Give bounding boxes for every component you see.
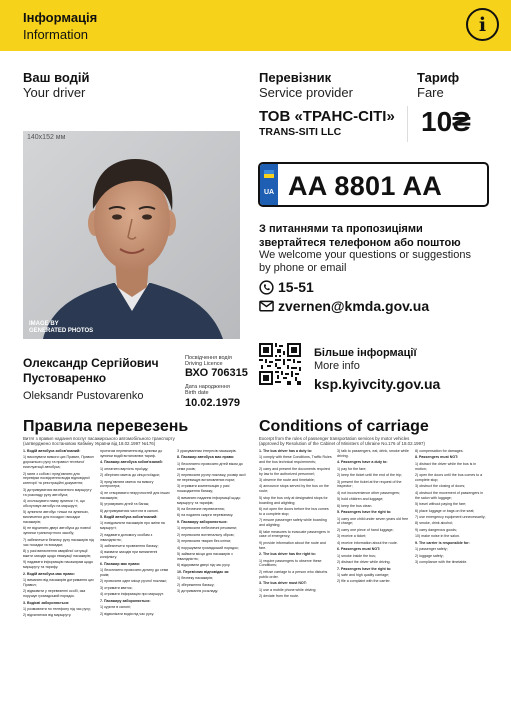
rule-paragraph: 1) виконувати вимоги цих Правил, Правил дорожнього руху та правил технічної експлуатації автобуса;	[23, 455, 94, 470]
rule-paragraph: 7. Passengers have the right to:	[337, 566, 392, 571]
rule-paragraph: 8) compensation for damages.	[415, 449, 464, 453]
rule-paragraph: 9) provide information about the route and fare.	[259, 540, 326, 550]
photo-watermark: IMAGE BY GENERATED PHOTOS	[29, 321, 94, 334]
driver-name-line2: Пустоваренко	[23, 371, 107, 385]
rule-paragraph: 1) pay for the fare;	[337, 466, 367, 471]
rules-subtitle-en-2: (approved by Resolution of the Cabinet of Ministers of Ukraine No.176 of 18.02.1997)	[259, 441, 425, 446]
rule-paragraph: 3) отримати квиток;	[100, 585, 133, 590]
rule-paragraph: 4) оголошувати назву зупинки і ті, що обслуговує автобус на маршруті;	[23, 498, 85, 508]
phone-icon	[259, 280, 274, 295]
mail-icon	[259, 300, 274, 312]
rule-paragraph: 3) пред'являти квиток на вимогу контролера;	[100, 479, 154, 489]
birth-label-uk: Дата народження	[185, 384, 230, 390]
rules-title-en: Conditions of carriage	[259, 418, 429, 435]
rule-paragraph: 3. The bus driver must NOT:	[259, 581, 307, 586]
contact-phone[interactable]	[259, 279, 314, 295]
rule-paragraph: 5) утримувати дітей та багаж;	[100, 502, 150, 507]
carrier-name-uk: ТОВ «ТРАНС-СІТІ»	[259, 108, 395, 125]
license-plate	[258, 162, 489, 207]
rules-subtitle-uk-2: (затверджено постановою Кабміну України від 18.02.1997 №176)	[23, 441, 156, 446]
rule-paragraph: 2. The bus driver has the right to:	[259, 552, 316, 557]
rule-paragraph: 6) not open the doors before the bus comes to a complete stop;	[259, 507, 329, 516]
driver-name-line1: Олександр Сергійович	[23, 356, 159, 370]
rule-paragraph: 3) забезпечити провезення багажу;	[100, 544, 159, 549]
rule-paragraph: 1) comply with these Conditions, Traffic Rules and the bus technical requirements;	[259, 455, 332, 465]
rule-paragraph: 4. Пасажир автобуса зобов'язаний:	[100, 460, 163, 465]
rule-paragraph: 8) smoke, drink alcohol;	[415, 521, 453, 526]
rule-paragraph: 1) розмовляти по телефону під час руху;	[23, 606, 91, 611]
rules-title-uk: Правила перевезень	[23, 418, 189, 435]
rule-paragraph: 1) безпеку пасажирів;	[177, 576, 213, 581]
rule-paragraph: 1. Водій автобуса зобов'язаний:	[23, 449, 81, 453]
rule-paragraph: 10. Перевізник відповідає за:	[177, 569, 230, 574]
license-number: ВХО 706315	[185, 367, 248, 379]
header-title-uk: Інформація	[23, 10, 98, 25]
rule-paragraph: 2) keep the ticket until the end of the trip;	[337, 473, 402, 478]
rule-paragraph: 4) receive information about the route.	[337, 540, 398, 545]
rule-paragraph: 8) take measures to evacuate passengers in case of emergency;	[259, 529, 330, 539]
more-info-label-en: More info	[314, 360, 360, 372]
rule-paragraph: 5) зупиняти автобус тільки на зупинках, визначених для посадки і висадки пасажирів;	[23, 510, 89, 524]
rule-paragraph: 3) talk to passengers, eat, drink, smoke while driving.	[337, 449, 409, 458]
fare-label-en: Fare	[417, 85, 444, 100]
rule-paragraph: 2) refuse carriage to a person who disturbs public order.	[259, 569, 328, 579]
more-info-label-uk: Більше інформації	[314, 347, 417, 359]
driver-label-uk: Ваш водій	[23, 70, 90, 85]
rule-paragraph: 6) відкривати двері під час руху.	[177, 563, 231, 568]
header-title-en: Information	[23, 27, 89, 42]
rule-paragraph: 5) займати місця для пасажирів з інвалідністю;	[177, 552, 233, 561]
phone-number: 15-51	[278, 279, 314, 295]
rule-paragraph: 5) на безпечне перевезення;	[177, 507, 225, 511]
rule-paragraph: 1) distract the driver while the bus is in motion;	[415, 461, 477, 471]
birth-label-en: Birth date	[185, 390, 209, 396]
rule-paragraph: 2) file a complaint with the carrier.	[337, 579, 391, 584]
rule-paragraph: 4. Passengers have a duty to:	[337, 460, 388, 465]
rule-paragraph: 4) вимагати надання інформації щодо маршруту та тарифів;	[177, 495, 241, 505]
rule-paragraph: 8. Пасажир автобуса має право:	[177, 455, 235, 460]
driver-name-latin: Oleksandr Pustovarenko	[23, 390, 144, 402]
rule-paragraph: 1) вимагати від пасажирів дотримання цих Правил;	[23, 577, 94, 587]
rule-paragraph: 2) перевозити вогнепальну зброю;	[177, 532, 235, 537]
rule-paragraph: 2) відмовити у перевезенні особі, яка порушує громадський порядок.	[23, 589, 86, 599]
more-info-url[interactable]: ksp.kyivcity.gov.ua	[314, 376, 441, 392]
rule-paragraph: 1) passenger safety;	[415, 547, 448, 552]
rule-paragraph: 1) require passengers to observe these Conditions;	[259, 558, 322, 568]
rule-paragraph: 2) carry and present the documents required by law to the authorized personnel;	[259, 466, 330, 476]
rule-paragraph: 3) перевозити тварин без клітки;	[177, 539, 232, 544]
rule-paragraph: 2. Водій автобуса має право:	[23, 571, 75, 576]
rule-paragraph: 5) stop the bus only at designated stops for boarding and alighting;	[259, 495, 328, 505]
email-address: zvernen@kmda.gov.ua	[278, 298, 430, 314]
rule-paragraph: 6) дотримуватися чистоти в салоні.	[100, 508, 159, 513]
carrier-label-uk: Перевізник	[259, 70, 332, 85]
info-circle-icon[interactable]: i	[466, 8, 499, 41]
rules-uk-column-1	[23, 449, 95, 707]
rules-uk-column-3	[177, 449, 249, 707]
rule-paragraph: 2) зберігати квиток до кінця поїздки;	[100, 473, 160, 478]
rule-paragraph: протягом перевезення від зупинки до зупинки водій встановлює тариф.	[100, 449, 163, 458]
rule-paragraph: 7) ensure passenger safety while boarding and alighting;	[259, 518, 327, 528]
rule-paragraph: 2) відволікати водія під час руху.	[100, 611, 155, 616]
rule-paragraph: 2) збереження багажу;	[177, 582, 215, 587]
rule-paragraph: 3) дотримання розкладу.	[177, 589, 219, 594]
rule-paragraph: 4) obstruct the movement of passengers in the salon with luggage;	[415, 490, 484, 500]
rule-paragraph: 2) deviate from the route.	[259, 594, 300, 598]
rule-paragraph: 8) у разі виникнення аварійної ситуації вжити заходів щодо евакуації пасажирів;	[23, 548, 91, 558]
rule-paragraph: 9) carry dangerous goods;	[415, 527, 457, 532]
rules-en-column-3	[415, 449, 488, 707]
rule-paragraph: 3) obstruct the closing of doors;	[415, 484, 466, 489]
info-header	[0, 0, 511, 51]
rule-paragraph: 2) open the doors until the bus comes to a complete stop;	[415, 473, 483, 482]
driver-label-en: Your driver	[23, 85, 86, 100]
rule-paragraph: 1) smoke inside the bus;	[337, 553, 376, 558]
plate-country-code: UA	[263, 189, 275, 196]
carrier-name-en: TRANS-SITI LLC	[259, 126, 342, 138]
rule-paragraph: 5) travel without paying the fare;	[415, 502, 467, 507]
rule-paragraph: 6) на подання скарги перевізнику.	[177, 513, 234, 518]
license-label-en: Driving Licence	[185, 361, 223, 367]
rule-paragraph: 1) перевозити небезпечні речовини;	[177, 526, 237, 531]
license-label-uk: Посвідчення водія	[185, 355, 232, 361]
rule-paragraph: 5) hold children and luggage;	[337, 497, 384, 502]
rule-paragraph: З урахуванням інтересів пасажирів.	[177, 449, 237, 453]
rule-paragraph: 9) надавати інформацію пасажирам щодо маршруту та тарифу.	[23, 560, 94, 570]
rule-paragraph: 3) observe the route and timetable;	[259, 478, 315, 482]
rule-paragraph: 4) announce stops served by the bus on the route;	[259, 484, 329, 494]
rules-en-column-2	[337, 449, 410, 707]
rule-paragraph: 8. Passengers must NOT:	[415, 455, 459, 460]
rule-paragraph: 2) luggage safety;	[415, 553, 444, 558]
rule-paragraph: 9. Пасажиру забороняється:	[177, 519, 228, 524]
rule-paragraph: 6. Passengers must NOT:	[337, 547, 381, 552]
rule-paragraph: 1) безоплатно провозити дітей віком до семи років;	[177, 461, 243, 471]
rule-paragraph: 1) safe and high quality carriage;	[337, 572, 390, 577]
rule-paragraph: 1) use a mobile phone while driving;	[259, 587, 317, 592]
rule-paragraph: 4) порушувати громадський порядок;	[177, 545, 239, 550]
rule-paragraph: 3) отримати компенсацію у разі пошкодження багажу;	[177, 484, 230, 494]
rule-paragraph: 3. Водієві забороняється:	[23, 600, 70, 605]
rule-paragraph: 2) відхилятися від маршруту.	[23, 613, 72, 618]
driver-photo	[23, 131, 240, 339]
rule-paragraph: 4) не створювати незручностей для інших пасажирів;	[100, 490, 170, 500]
rule-paragraph: 6) не відчиняти двері автобуса до повної зупинки транспортного засобу;	[23, 526, 92, 536]
carrier-fare-divider	[407, 106, 408, 142]
rule-paragraph: 4) отримати інформацію про маршрут.	[100, 592, 164, 597]
rules-subtitle-uk-1: Витяг з правил надання послуг пасажирського автомобільного транспорту	[23, 436, 175, 441]
driver-portrait-image	[23, 131, 240, 339]
rule-paragraph: 3) дотримуватися визначеного маршруту та розкладу руху автобуса;	[23, 487, 92, 497]
contact-text-en: We welcome your questions or suggestions by phone or email	[259, 249, 471, 274]
fare-value: 10₴	[421, 106, 471, 137]
rule-paragraph: 2) мати з собою і пред'являти для перевірки посвідчення водія відповідної категорії та реєстраційні документи;	[23, 471, 90, 486]
rule-paragraph: 5. Passengers have the right to:	[337, 510, 392, 515]
rule-paragraph: 9. The carrier is responsible for:	[415, 540, 470, 545]
qr-code-icon[interactable]	[259, 343, 301, 385]
rule-paragraph: 6. Пасажир має право:	[100, 561, 141, 566]
plate-number: AA 8801 AA	[288, 171, 443, 201]
rule-paragraph: 1) безоплатно провозити дитину до семи років;	[100, 568, 169, 578]
rule-paragraph: 7. Пасажиру забороняється:	[100, 598, 151, 603]
rule-paragraph: 6) place luggage or bags on the seat;	[415, 508, 475, 513]
birth-date: 10.02.1979	[185, 397, 241, 409]
rules-subtitle-en-1: Excerpt from the rules of passenger transportation services by motor vehicles	[259, 436, 410, 441]
rule-paragraph: 1) курити в салоні;	[100, 605, 131, 610]
rule-paragraph: 3) receive a ticket;	[337, 534, 367, 539]
rule-paragraph: 2) провозити одне місце ручної поклажі;	[100, 579, 167, 584]
rule-paragraph: 5. Водій автобуса зобов'язаний:	[100, 515, 158, 520]
rule-paragraph: 1) carry one child under seven years old free of charge;	[337, 516, 409, 526]
rule-paragraph: 2) надавати допомогу особам з інвалідністю;	[100, 532, 153, 542]
carrier-label-en: Service provider	[259, 85, 353, 100]
rule-paragraph: 4) not inconvenience other passengers;	[337, 490, 400, 495]
rule-paragraph: 1) оплатити вартість проїзду;	[100, 466, 149, 471]
rule-paragraph: 2) carry one piece of hand luggage;	[337, 527, 394, 532]
photo-size-label: 140x152 мм	[27, 134, 66, 141]
rules-en-column-1	[259, 449, 332, 707]
rule-paragraph: 7) забезпечити безпеку руху пасажирів під час посадки та висадки;	[23, 537, 94, 547]
rule-paragraph: 2) distract the driver while driving.	[337, 560, 391, 565]
rule-paragraph: 6) keep the bus clean.	[337, 503, 373, 508]
rule-paragraph: 10) make noise in the salon.	[415, 534, 460, 539]
fare-label-uk: Тариф	[417, 70, 460, 85]
contact-text-uk: З питаннями та пропозиціями звертайтеся телефоном або поштою	[259, 223, 461, 249]
contact-email[interactable]	[259, 298, 429, 314]
rule-paragraph: 1) повідомляти пасажирів про зміни на маршруті;	[100, 521, 165, 531]
rule-paragraph: 3) compliance with the timetable.	[415, 560, 468, 565]
rule-paragraph: 1. The bus driver has a duty to:	[259, 449, 313, 453]
rule-paragraph: 4) вживати заходів при виникненні конфлікту.	[100, 550, 158, 560]
rule-paragraph: 2) перевозити ручну поклажу, розмір якої не перевищує встановлених норм;	[177, 473, 246, 482]
rules-uk-column-2	[100, 449, 172, 707]
rule-paragraph: 7) use emergency equipment unnecessarily;	[415, 515, 486, 520]
rule-paragraph: 3) present the ticket at the request of the inspector;	[337, 479, 402, 489]
